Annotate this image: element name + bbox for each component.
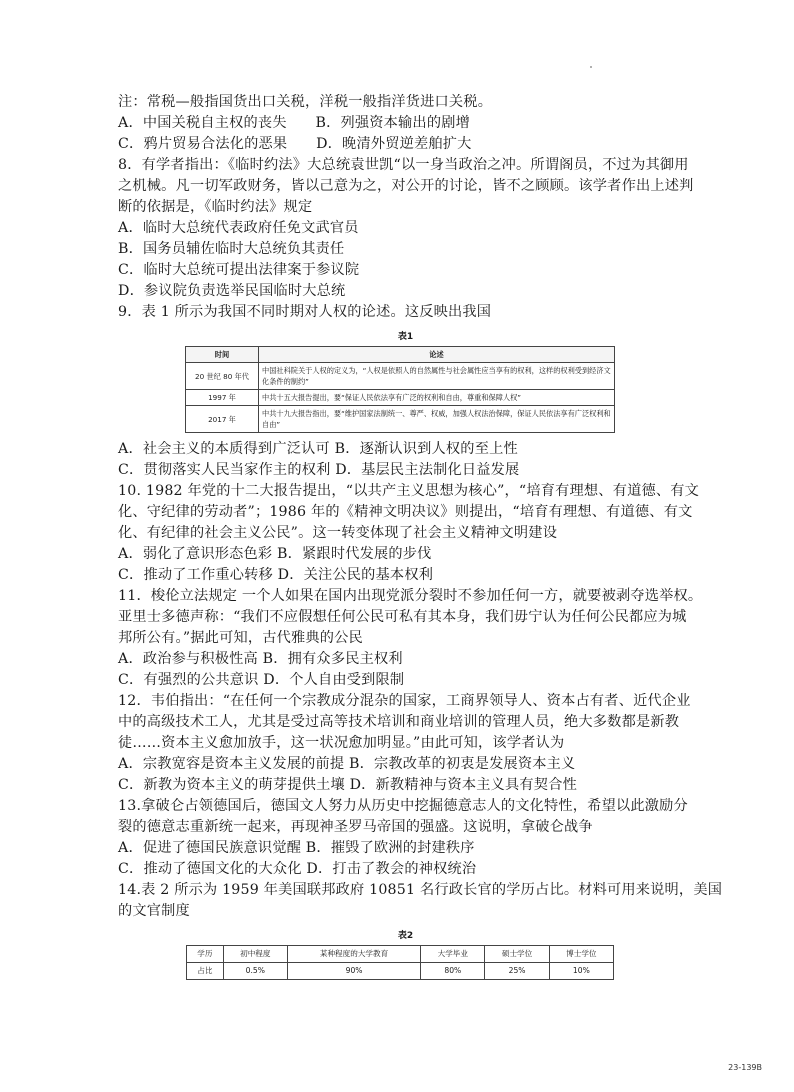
text-line: A．临时大总统代表政府任免文武官员 [118,220,359,236]
text-line: 邦所公有。”据此可知，古代雅典的公民 [118,630,363,646]
text-line: C．有强烈的公共意识 D．个人自由受到限制 [118,672,405,688]
text-line: 9．表 1 所示为我国不同时期对人权的论述。这反映出我国 [118,304,492,320]
table1-header-time: 时间 [186,347,259,363]
text-line: 化、守纪律的劳动者”；1986 年的《精神文明决议》则提出，“培育有理想、有道德、有文 [118,504,693,520]
text-line: 14.表 2 所示为 1959 年美国联邦政府 10851 名行政长官的学历占比。材料可用来说明，美国 [118,882,723,898]
table2-value-cell: 10% [549,963,613,980]
table2-header-cell: 大学毕业 [421,946,485,963]
table1-text-cell: 中共十五大报告提出，要“保证人民依法享有广泛的权利和自由，尊重和保障人权” [259,390,615,406]
table2-header-cell: 硕士学位 [485,946,549,963]
text-line: C．推动了德国文化的大众化 D．打击了教会的神权统治 [118,861,477,877]
text-line: A．中国关税自主权的丧失 B．列强资本输出的剧增 [118,115,470,131]
table2-row-label: 学历 [187,946,224,963]
table1-header-text: 论述 [259,347,615,363]
text-line: 亚里士多德声称：“我们不应假想任何公民可私有其本身，我们毋宁认为任何公民都应为城 [118,609,687,625]
table1-header-row [186,347,615,363]
table2-value-cell: 80% [421,963,485,980]
text-line: A．促进了德国民族意识觉醒 B．摧毁了欧洲的封建秩序 [118,840,475,856]
text-line: C．推动了工作重心转移 D．关注公民的基本权利 [118,567,434,583]
text-line: 10. 1982 年党的十二大报告提出，“以共产主义思想为核心”，“培育有理想、有道德、有文 [118,483,700,499]
text-line: A．弱化了意识形态色彩 B．紧跟时代发展的步伐 [118,546,432,562]
text-line: 之机械。凡一切军政财务，皆以己意为之，对公开的讨论，皆不之顾顾。该学者作出上述判 [118,178,694,194]
text-line: 断的依据是，《临时约法》规定 [118,199,313,215]
text-line: 中的高级技术工人，尤其是受过高等技术培训和商业培训的管理人员，绝大多数都是新教 [118,714,680,730]
table-row [186,406,615,433]
text-line: C．贯彻落实人民当家作主的权利 D．基层民主法制化日益发展 [118,462,520,478]
text-line: 12．韦伯指出：“在任何一个宗教成分混杂的国家，工商界领导人、资本占有者、近代企业 [118,693,691,709]
table-row [187,963,614,980]
text-line: C．新教为资本主义的萌芽提供土壤 D．新教精神与资本主义具有契合性 [118,777,577,793]
question-text-block [118,92,723,980]
table2-header-cell: 某种程度的大学教育 [287,946,420,963]
page-code: 23-139B [728,1063,762,1072]
table-row [186,390,615,406]
table1-text-cell: 中共十九大报告指出，要“维护国家法制统一、尊严、权威，加强人权法治保障，保证人民依法享有广泛权利和自由” [259,406,615,433]
text-line: C．鸦片贸易合法化的恶果 D．晚清外贸逆差舶扩大 [118,136,472,152]
text-line: C．临时大总统可提出法律案于参议院 [118,262,360,278]
table2 [186,945,614,980]
text-line: 8．有学者指出：《临时约法》大总统袁世凯“以一身当政治之冲。所谓阁员，不过为其御用 [118,157,689,173]
table1 [185,346,615,433]
text-line: 13.拿破仑占领德国后，德国文人努力从历史中挖掘德意志人的文化特性，希望以此激励分 [118,798,688,814]
text-line: 注：常税—般指国货出口关税，洋税一般指洋货进口关税。 [118,94,493,110]
text-line: 11．梭伦立法规定 一个人如果在国内出现党派分裂时不参加任何一方，就要被剥夺选举权。 [118,588,703,604]
text-line: 的文官制度 [118,903,190,919]
table1-time-cell: 20 世纪 80 年代 [186,363,259,390]
text-line: 化、有纪律的社会主义公民”。这一转变体现了社会主义精神文明建设 [118,525,558,541]
table2-value-cell: 90% [287,963,420,980]
table2-value-cell: 25% [485,963,549,980]
text-line: A．宗教宽容是资本主义发展的前提 B．宗教改革的初衷是发展资本主义 [118,756,576,772]
table-row [187,946,614,963]
text-line: A．社会主义的本质得到广泛认可 B．逐渐认识到人权的至上性 [118,441,518,457]
table1-text-cell: 中国社科院关于人权的定义为，“人权是依照人的自然属性与社会属性应当享有的权利，这样的权利受到经济文化条件的制约” [259,363,615,390]
table1-title: 表1 [397,332,414,342]
text-line: 徒……资本主义愈加放手，这一状况愈加明显。”由此可知，该学者认为 [118,735,565,751]
text-line: B．国务员辅佐临时大总统负其责任 [118,241,345,257]
table-row [186,363,615,390]
table2-header-cell: 初中程度 [223,946,287,963]
text-line: A．政治参与积极性高 B．拥有众多民主权利 [118,651,403,667]
scan-speck [590,66,592,68]
table2-value-cell: 0.5% [223,963,287,980]
table1-time-cell: 2017 年 [186,406,259,433]
text-line: D．参议院负责选举民国临时大总统 [118,283,346,299]
table2-header-cell: 博士学位 [549,946,613,963]
text-line: 裂的德意志重新统一起来，再现神圣罗马帝国的强盛。这说明，拿破仑战争 [118,819,593,835]
table2-row-label: 占比 [187,963,224,980]
table2-title: 表2 [397,931,414,941]
table1-time-cell: 1997 年 [186,390,259,406]
